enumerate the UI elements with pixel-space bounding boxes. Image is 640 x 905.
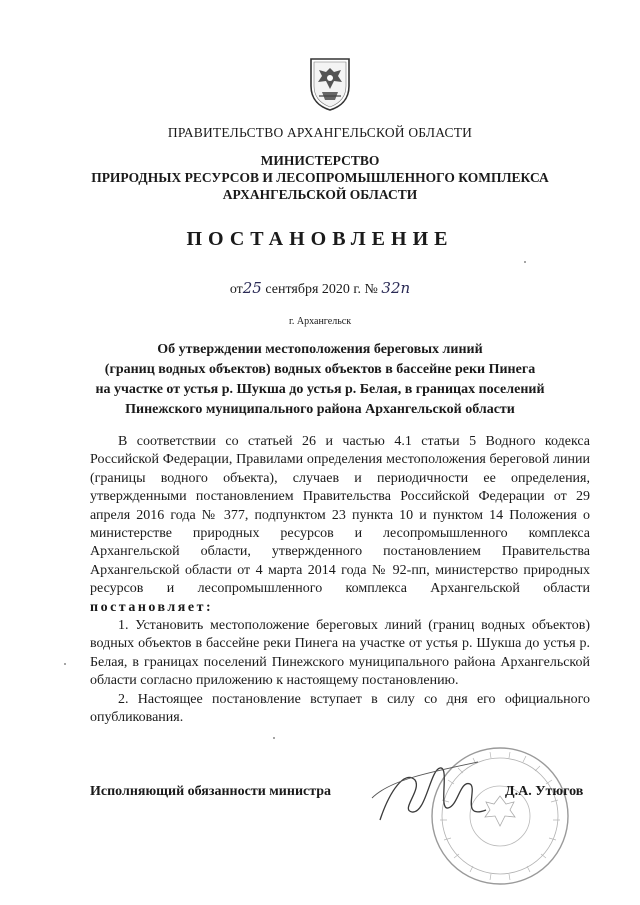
subject-line: Об утверждении местоположения береговых линий — [157, 342, 483, 357]
signatory-position: Исполняющий обязанности министра — [90, 784, 332, 799]
ministry-line: МИНИСТЕРСТВО — [260, 153, 380, 168]
preamble-paragraph — [90, 433, 590, 617]
date-line — [0, 279, 640, 298]
scan-speck — [273, 737, 275, 739]
city-label: г. Архангельск — [288, 316, 352, 327]
subject-line: на участке от устья р. Шукша до устья р. Белая, в границах поселений — [95, 382, 545, 397]
document-subject — [60, 340, 580, 420]
signatory-name: Д.А. Утюгов — [505, 784, 584, 799]
item-2-paragraph: 2. Настоящее постановление вступает в силу со дня его официального опубликования. — [90, 691, 590, 726]
ministry-line: АРХАНГЕЛЬСКОЙ ОБЛАСТИ — [222, 187, 418, 202]
date-month-year: сентября 2020 г. № — [265, 282, 378, 297]
handwritten-signature-icon — [360, 750, 500, 840]
scan-speck — [524, 261, 526, 263]
decree-word: постановляет: — [90, 599, 214, 615]
subject-line: Пинежского муниципального района Архангельской области — [125, 402, 515, 417]
date-prefix: от — [229, 282, 243, 297]
coat-of-arms-icon — [308, 56, 352, 112]
scan-speck — [64, 663, 66, 665]
document-type-title: ПОСТАНОВЛЕНИЕ — [186, 228, 454, 250]
subject-line: (границ водных объектов) водных объектов в бассейне реки Пинега — [104, 362, 536, 377]
preamble-text: В соответствии со статьей 26 и частью 4.1 статьи 5 Водного кодекса Российской Федерации, Правилами определения местоположения береговой линии (границы водного объекта), случаев и периодичности ее определения, утвержденными постановлением Правительства Российской Федерации от 29 апреля 2016 года № 377, подпунктом 23 пункта 10 и пунктом 14 Положения о министерстве природных ресурсов и лесопромышленного комплекса Архангельской области, утвержденного постановлением Правительства Архангельской области от 4 марта 2014 года № 92-пп, министерство природных ресурсов и лесопромышленного комплекса Архангельской области — [90, 434, 590, 597]
government-name: ПРАВИТЕЛЬСТВО АРХАНГЕЛЬСКОЙ ОБЛАСТИ — [167, 125, 473, 140]
ministry-line: ПРИРОДНЫХ РЕСУРСОВ И ЛЕСОПРОМЫШЛЕННОГО КОМПЛЕКСА — [91, 170, 549, 185]
item-1-paragraph: 1. Установить местоположение береговых линий (границ водных объектов) водных объектов в бассейне реки Пинега на участке от устья р. Шукша до устья р. Белая, в границах поселений Пинежского муниципального района Архангельской области согласно приложению к настоящему постановлению. — [90, 618, 590, 689]
ministry-name — [0, 152, 640, 203]
document-number-handwritten: 32п — [381, 279, 411, 297]
date-day-handwritten: 25 — [242, 279, 262, 297]
document-body — [90, 433, 590, 728]
